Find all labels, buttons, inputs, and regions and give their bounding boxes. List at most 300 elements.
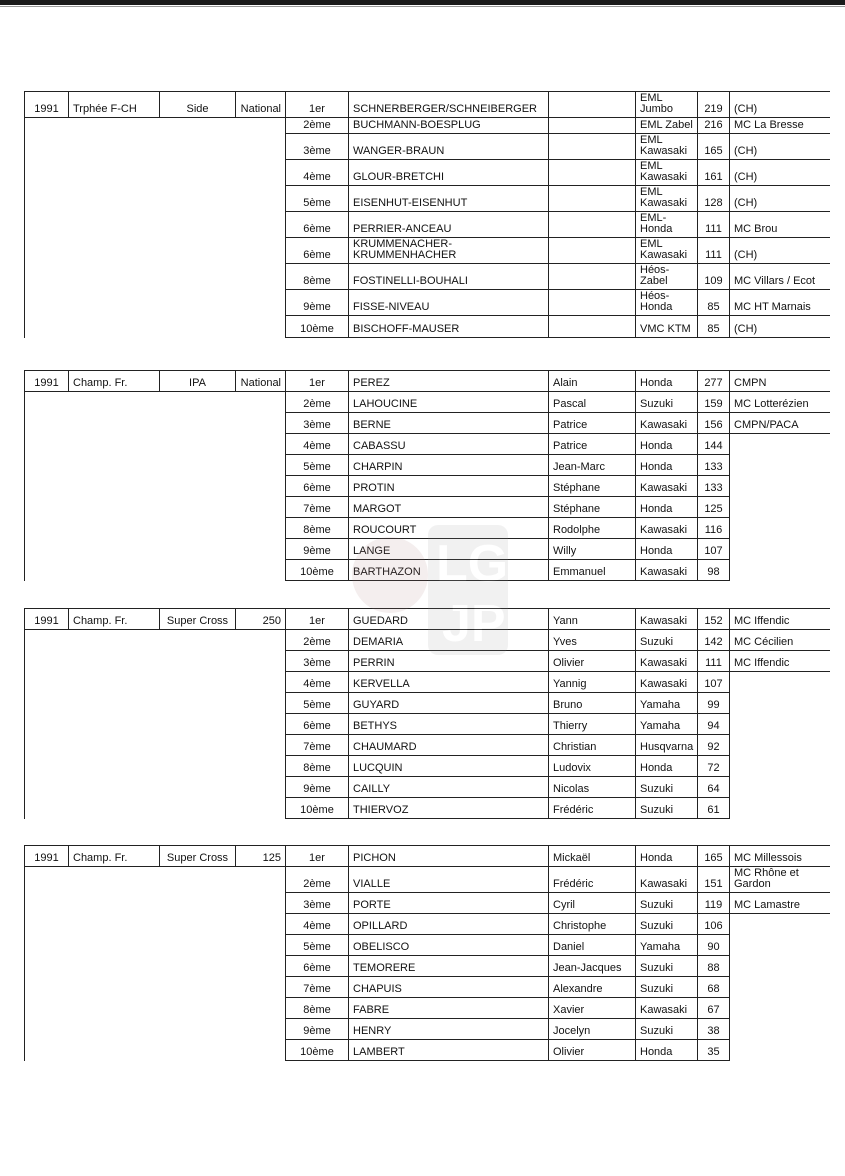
club-cell <box>730 998 830 1019</box>
event-cell <box>69 1019 160 1040</box>
name-cell: PORTE <box>349 893 549 914</box>
rank-cell: 5ème <box>286 935 349 956</box>
bike-cell: Suzuki <box>636 1019 698 1040</box>
club-cell <box>730 560 830 581</box>
rank-cell: 2ème <box>286 630 349 651</box>
level-cell <box>236 630 286 651</box>
level-cell <box>236 539 286 560</box>
event-cell <box>69 290 160 316</box>
bike-cell: Honda <box>636 371 698 392</box>
rank-cell: 6ème <box>286 714 349 735</box>
name-cell: TEMORERE <box>349 956 549 977</box>
level-cell <box>236 518 286 539</box>
firstname-cell: Stéphane <box>549 497 636 518</box>
table-row <box>25 672 830 693</box>
category-cell: IPA <box>160 371 236 392</box>
year-cell <box>25 434 69 455</box>
year-cell <box>25 935 69 956</box>
event-cell <box>69 956 160 977</box>
event-cell <box>69 238 160 264</box>
level-cell <box>236 1019 286 1040</box>
year-cell <box>25 1040 69 1061</box>
points-cell: 151 <box>698 867 730 893</box>
firstname-cell <box>549 134 636 160</box>
club-cell <box>730 714 830 735</box>
name-cell: LAMBERT <box>349 1040 549 1061</box>
category-cell <box>160 956 236 977</box>
club-cell <box>730 777 830 798</box>
event-cell <box>69 651 160 672</box>
points-cell: 94 <box>698 714 730 735</box>
event-cell <box>69 497 160 518</box>
firstname-cell <box>549 186 636 212</box>
year-cell <box>25 714 69 735</box>
category-cell <box>160 238 236 264</box>
rank-cell: 8ème <box>286 264 349 290</box>
points-cell: 111 <box>698 212 730 238</box>
category-cell <box>160 630 236 651</box>
name-cell: BARTHAZON <box>349 560 549 581</box>
category-cell <box>160 560 236 581</box>
year-cell <box>25 264 69 290</box>
top-rule <box>0 6 845 7</box>
event-cell: Champ. Fr. <box>69 609 160 630</box>
bike-cell: Héos-Zabel <box>636 264 698 290</box>
club-cell: (CH) <box>730 160 830 186</box>
club-cell <box>730 539 830 560</box>
event-cell <box>69 998 160 1019</box>
bike-cell: Husqvarna <box>636 735 698 756</box>
table-row <box>25 651 830 672</box>
rank-cell: 9ème <box>286 539 349 560</box>
event-cell <box>69 264 160 290</box>
event-cell <box>69 672 160 693</box>
firstname-cell: Frédéric <box>549 798 636 819</box>
club-cell: (CH) <box>730 316 830 338</box>
rank-cell: 5ème <box>286 693 349 714</box>
firstname-cell: Jean-Jacques <box>549 956 636 977</box>
firstname-cell: Bruno <box>549 693 636 714</box>
level-cell <box>236 693 286 714</box>
club-cell: MC HT Marnais <box>730 290 830 316</box>
table-row <box>25 846 830 867</box>
event-cell <box>69 434 160 455</box>
club-cell <box>730 518 830 539</box>
table-row <box>25 798 830 819</box>
firstname-cell: Alain <box>549 371 636 392</box>
category-cell <box>160 693 236 714</box>
bike-cell: Suzuki <box>636 798 698 819</box>
club-cell: MC Rhône et Gardon <box>730 867 830 893</box>
rank-cell: 8ème <box>286 756 349 777</box>
level-cell <box>236 413 286 434</box>
results-table-ipa <box>24 370 829 581</box>
firstname-cell: Christophe <box>549 914 636 935</box>
firstname-cell: Daniel <box>549 935 636 956</box>
name-cell: LAHOUCINE <box>349 392 549 413</box>
name-cell: GLOUR-BRETCHI <box>349 160 549 186</box>
points-cell: 92 <box>698 735 730 756</box>
club-cell: MC La Bresse <box>730 118 830 134</box>
club-cell: MC Lotterézien <box>730 392 830 413</box>
level-cell <box>236 651 286 672</box>
level-cell: National <box>236 92 286 118</box>
rank-cell: 9ème <box>286 290 349 316</box>
club-cell <box>730 956 830 977</box>
firstname-cell: Mickaël <box>549 846 636 867</box>
level-cell <box>236 476 286 497</box>
name-cell: CHAUMARD <box>349 735 549 756</box>
event-cell <box>69 693 160 714</box>
name-cell: CHARPIN <box>349 455 549 476</box>
level-cell <box>236 914 286 935</box>
firstname-cell <box>549 160 636 186</box>
name-cell: EISENHUT-EISENHUT <box>349 186 549 212</box>
level-cell <box>236 977 286 998</box>
table-row <box>25 264 830 290</box>
event-cell <box>69 630 160 651</box>
points-cell: 85 <box>698 316 730 338</box>
table-row <box>25 455 830 476</box>
bike-cell: Kawasaki <box>636 672 698 693</box>
table-row <box>25 609 830 630</box>
firstname-cell: Ludovix <box>549 756 636 777</box>
points-cell: 90 <box>698 935 730 956</box>
level-cell <box>236 434 286 455</box>
event-cell <box>69 735 160 756</box>
level-cell <box>236 186 286 212</box>
name-cell: MARGOT <box>349 497 549 518</box>
bike-cell: EML Zabel <box>636 118 698 134</box>
table-row <box>25 160 830 186</box>
name-cell: CABASSU <box>349 434 549 455</box>
year-cell <box>25 118 69 134</box>
year-cell: 1991 <box>25 846 69 867</box>
bike-cell: Suzuki <box>636 392 698 413</box>
rank-cell: 5ème <box>286 455 349 476</box>
firstname-cell: Patrice <box>549 413 636 434</box>
event-cell <box>69 212 160 238</box>
bike-cell: Kawasaki <box>636 560 698 581</box>
year-cell <box>25 455 69 476</box>
name-cell: OPILLARD <box>349 914 549 935</box>
name-cell: PERRIER-ANCEAU <box>349 212 549 238</box>
bike-cell: VMC KTM <box>636 316 698 338</box>
name-cell: BERNE <box>349 413 549 434</box>
level-cell <box>236 867 286 893</box>
event-cell <box>69 186 160 212</box>
firstname-cell: Jocelyn <box>549 1019 636 1040</box>
level-cell <box>236 290 286 316</box>
table-row <box>25 186 830 212</box>
category-cell <box>160 290 236 316</box>
bike-cell: Honda <box>636 497 698 518</box>
rank-cell: 3ème <box>286 134 349 160</box>
category-cell <box>160 160 236 186</box>
year-cell <box>25 413 69 434</box>
rank-cell: 6ème <box>286 476 349 497</box>
bike-cell: Suzuki <box>636 956 698 977</box>
points-cell: 64 <box>698 777 730 798</box>
rank-cell: 10ème <box>286 316 349 338</box>
rank-cell: 6ème <box>286 212 349 238</box>
level-cell <box>236 998 286 1019</box>
bike-cell: Kawasaki <box>636 651 698 672</box>
club-cell: MC Villars / Ecot <box>730 264 830 290</box>
club-cell <box>730 935 830 956</box>
category-cell <box>160 756 236 777</box>
table-row <box>25 560 830 581</box>
event-cell <box>69 413 160 434</box>
category-cell <box>160 316 236 338</box>
firstname-cell: Jean-Marc <box>549 455 636 476</box>
name-cell: CAILLY <box>349 777 549 798</box>
level-cell <box>236 560 286 581</box>
table-row <box>25 413 830 434</box>
category-cell <box>160 935 236 956</box>
event-cell <box>69 1040 160 1061</box>
category-cell <box>160 539 236 560</box>
category-cell <box>160 434 236 455</box>
event-cell <box>69 893 160 914</box>
year-cell <box>25 998 69 1019</box>
event-cell <box>69 455 160 476</box>
svg-text:JP: JP <box>442 595 506 653</box>
event-cell <box>69 798 160 819</box>
rank-cell: 1er <box>286 371 349 392</box>
firstname-cell: Rodolphe <box>549 518 636 539</box>
name-cell: LANGE <box>349 539 549 560</box>
top-border <box>0 0 845 5</box>
level-cell: National <box>236 371 286 392</box>
rank-cell: 10ème <box>286 798 349 819</box>
category-cell <box>160 212 236 238</box>
points-cell: 99 <box>698 693 730 714</box>
firstname-cell <box>549 118 636 134</box>
points-cell: 67 <box>698 998 730 1019</box>
year-cell <box>25 539 69 560</box>
points-cell: 152 <box>698 609 730 630</box>
club-cell: MC Millessois <box>730 846 830 867</box>
points-cell: 159 <box>698 392 730 413</box>
bike-cell: Kawasaki <box>636 476 698 497</box>
points-cell: 88 <box>698 956 730 977</box>
points-cell: 85 <box>698 290 730 316</box>
year-cell <box>25 560 69 581</box>
level-cell <box>236 1040 286 1061</box>
results-table <box>24 845 830 1061</box>
results-table <box>24 91 830 338</box>
firstname-cell: Yannig <box>549 672 636 693</box>
event-cell <box>69 539 160 560</box>
rank-cell: 6ème <box>286 956 349 977</box>
firstname-cell <box>549 238 636 264</box>
category-cell <box>160 455 236 476</box>
category-cell <box>160 1040 236 1061</box>
points-cell: 144 <box>698 434 730 455</box>
rank-cell: 1er <box>286 92 349 118</box>
points-cell: 133 <box>698 476 730 497</box>
table-row <box>25 977 830 998</box>
firstname-cell: Alexandre <box>549 977 636 998</box>
name-cell: SCHNERBERGER/SCHNEIBERGER <box>349 92 549 118</box>
table-row <box>25 777 830 798</box>
level-cell <box>236 735 286 756</box>
year-cell: 1991 <box>25 371 69 392</box>
bike-cell: EML Kawasaki <box>636 238 698 264</box>
category-cell <box>160 497 236 518</box>
club-cell <box>730 914 830 935</box>
bike-cell: Suzuki <box>636 777 698 798</box>
year-cell <box>25 693 69 714</box>
event-cell <box>69 756 160 777</box>
event-cell: Champ. Fr. <box>69 371 160 392</box>
club-cell: MC Iffendic <box>730 651 830 672</box>
rank-cell: 9ème <box>286 1019 349 1040</box>
level-cell <box>236 264 286 290</box>
rank-cell: 2ème <box>286 118 349 134</box>
level-cell <box>236 238 286 264</box>
rank-cell: 4ème <box>286 434 349 455</box>
year-cell <box>25 290 69 316</box>
table-row <box>25 935 830 956</box>
table-row <box>25 434 830 455</box>
level-cell <box>236 672 286 693</box>
table-row <box>25 714 830 735</box>
club-cell <box>730 756 830 777</box>
rank-cell: 10ème <box>286 560 349 581</box>
bike-cell: Honda <box>636 1040 698 1061</box>
rank-cell: 7ème <box>286 735 349 756</box>
table-row <box>25 118 830 134</box>
bike-cell: Yamaha <box>636 935 698 956</box>
table-row <box>25 693 830 714</box>
name-cell: OBELISCO <box>349 935 549 956</box>
bike-cell: Suzuki <box>636 977 698 998</box>
rank-cell: 1er <box>286 609 349 630</box>
rank-cell: 3ème <box>286 651 349 672</box>
club-cell: CMPN <box>730 371 830 392</box>
club-cell <box>730 1019 830 1040</box>
points-cell: 165 <box>698 134 730 160</box>
event-cell <box>69 392 160 413</box>
level-cell <box>236 893 286 914</box>
firstname-cell: Nicolas <box>549 777 636 798</box>
event-cell <box>69 316 160 338</box>
level-cell <box>236 134 286 160</box>
rank-cell: 3ème <box>286 893 349 914</box>
year-cell: 1991 <box>25 609 69 630</box>
results-table <box>24 370 830 581</box>
event-cell: Trphée F-CH <box>69 92 160 118</box>
category-cell <box>160 1019 236 1040</box>
level-cell <box>236 392 286 413</box>
category-cell <box>160 134 236 160</box>
rank-cell: 2ème <box>286 867 349 893</box>
category-cell <box>160 392 236 413</box>
points-cell: 119 <box>698 893 730 914</box>
event-cell: Champ. Fr. <box>69 846 160 867</box>
bike-cell: Kawasaki <box>636 518 698 539</box>
points-cell: 165 <box>698 846 730 867</box>
year-cell <box>25 867 69 893</box>
category-cell <box>160 798 236 819</box>
bike-cell: Honda <box>636 756 698 777</box>
firstname-cell: Christian <box>549 735 636 756</box>
firstname-cell <box>549 290 636 316</box>
year-cell <box>25 798 69 819</box>
category-cell <box>160 651 236 672</box>
bike-cell: EML Kawasaki <box>636 186 698 212</box>
bike-cell: Yamaha <box>636 714 698 735</box>
event-cell <box>69 714 160 735</box>
club-cell: MC Brou <box>730 212 830 238</box>
bike-cell: EML Jumbo <box>636 92 698 118</box>
category-cell <box>160 518 236 539</box>
table-row <box>25 893 830 914</box>
name-cell: CHAPUIS <box>349 977 549 998</box>
firstname-cell <box>549 264 636 290</box>
level-cell <box>236 118 286 134</box>
name-cell: BETHYS <box>349 714 549 735</box>
year-cell <box>25 735 69 756</box>
firstname-cell: Stéphane <box>549 476 636 497</box>
rank-cell: 6ème <box>286 238 349 264</box>
year-cell <box>25 212 69 238</box>
level-cell <box>236 497 286 518</box>
firstname-cell: Willy <box>549 539 636 560</box>
category-cell <box>160 186 236 212</box>
svg-text:LG: LG <box>436 535 509 593</box>
table-row <box>25 956 830 977</box>
bike-cell: Kawasaki <box>636 609 698 630</box>
firstname-cell <box>549 316 636 338</box>
event-cell <box>69 476 160 497</box>
bike-cell: EML Kawasaki <box>636 134 698 160</box>
category-cell <box>160 777 236 798</box>
firstname-cell: Emmanuel <box>549 560 636 581</box>
year-cell <box>25 651 69 672</box>
year-cell <box>25 672 69 693</box>
level-cell <box>236 455 286 476</box>
name-cell: FOSTINELLI-BOUHALI <box>349 264 549 290</box>
firstname-cell <box>549 212 636 238</box>
name-cell: WANGER-BRAUN <box>349 134 549 160</box>
name-cell: THIERVOZ <box>349 798 549 819</box>
results-table-supercross-250 <box>24 608 829 819</box>
points-cell: 142 <box>698 630 730 651</box>
rank-cell: 7ème <box>286 977 349 998</box>
points-cell: 107 <box>698 539 730 560</box>
bike-cell: Kawasaki <box>636 413 698 434</box>
table-row <box>25 914 830 935</box>
results-table-side <box>24 91 829 338</box>
points-cell: 98 <box>698 560 730 581</box>
club-cell: CMPN/PACA <box>730 413 830 434</box>
club-cell: MC Cécilien <box>730 630 830 651</box>
firstname-cell: Yves <box>549 630 636 651</box>
bike-cell: Kawasaki <box>636 867 698 893</box>
points-cell: 161 <box>698 160 730 186</box>
event-cell <box>69 118 160 134</box>
name-cell: KERVELLA <box>349 672 549 693</box>
points-cell: 107 <box>698 672 730 693</box>
club-cell: (CH) <box>730 186 830 212</box>
club-cell: (CH) <box>730 134 830 160</box>
club-cell <box>730 1040 830 1061</box>
year-cell <box>25 777 69 798</box>
level-cell: 125 <box>236 846 286 867</box>
